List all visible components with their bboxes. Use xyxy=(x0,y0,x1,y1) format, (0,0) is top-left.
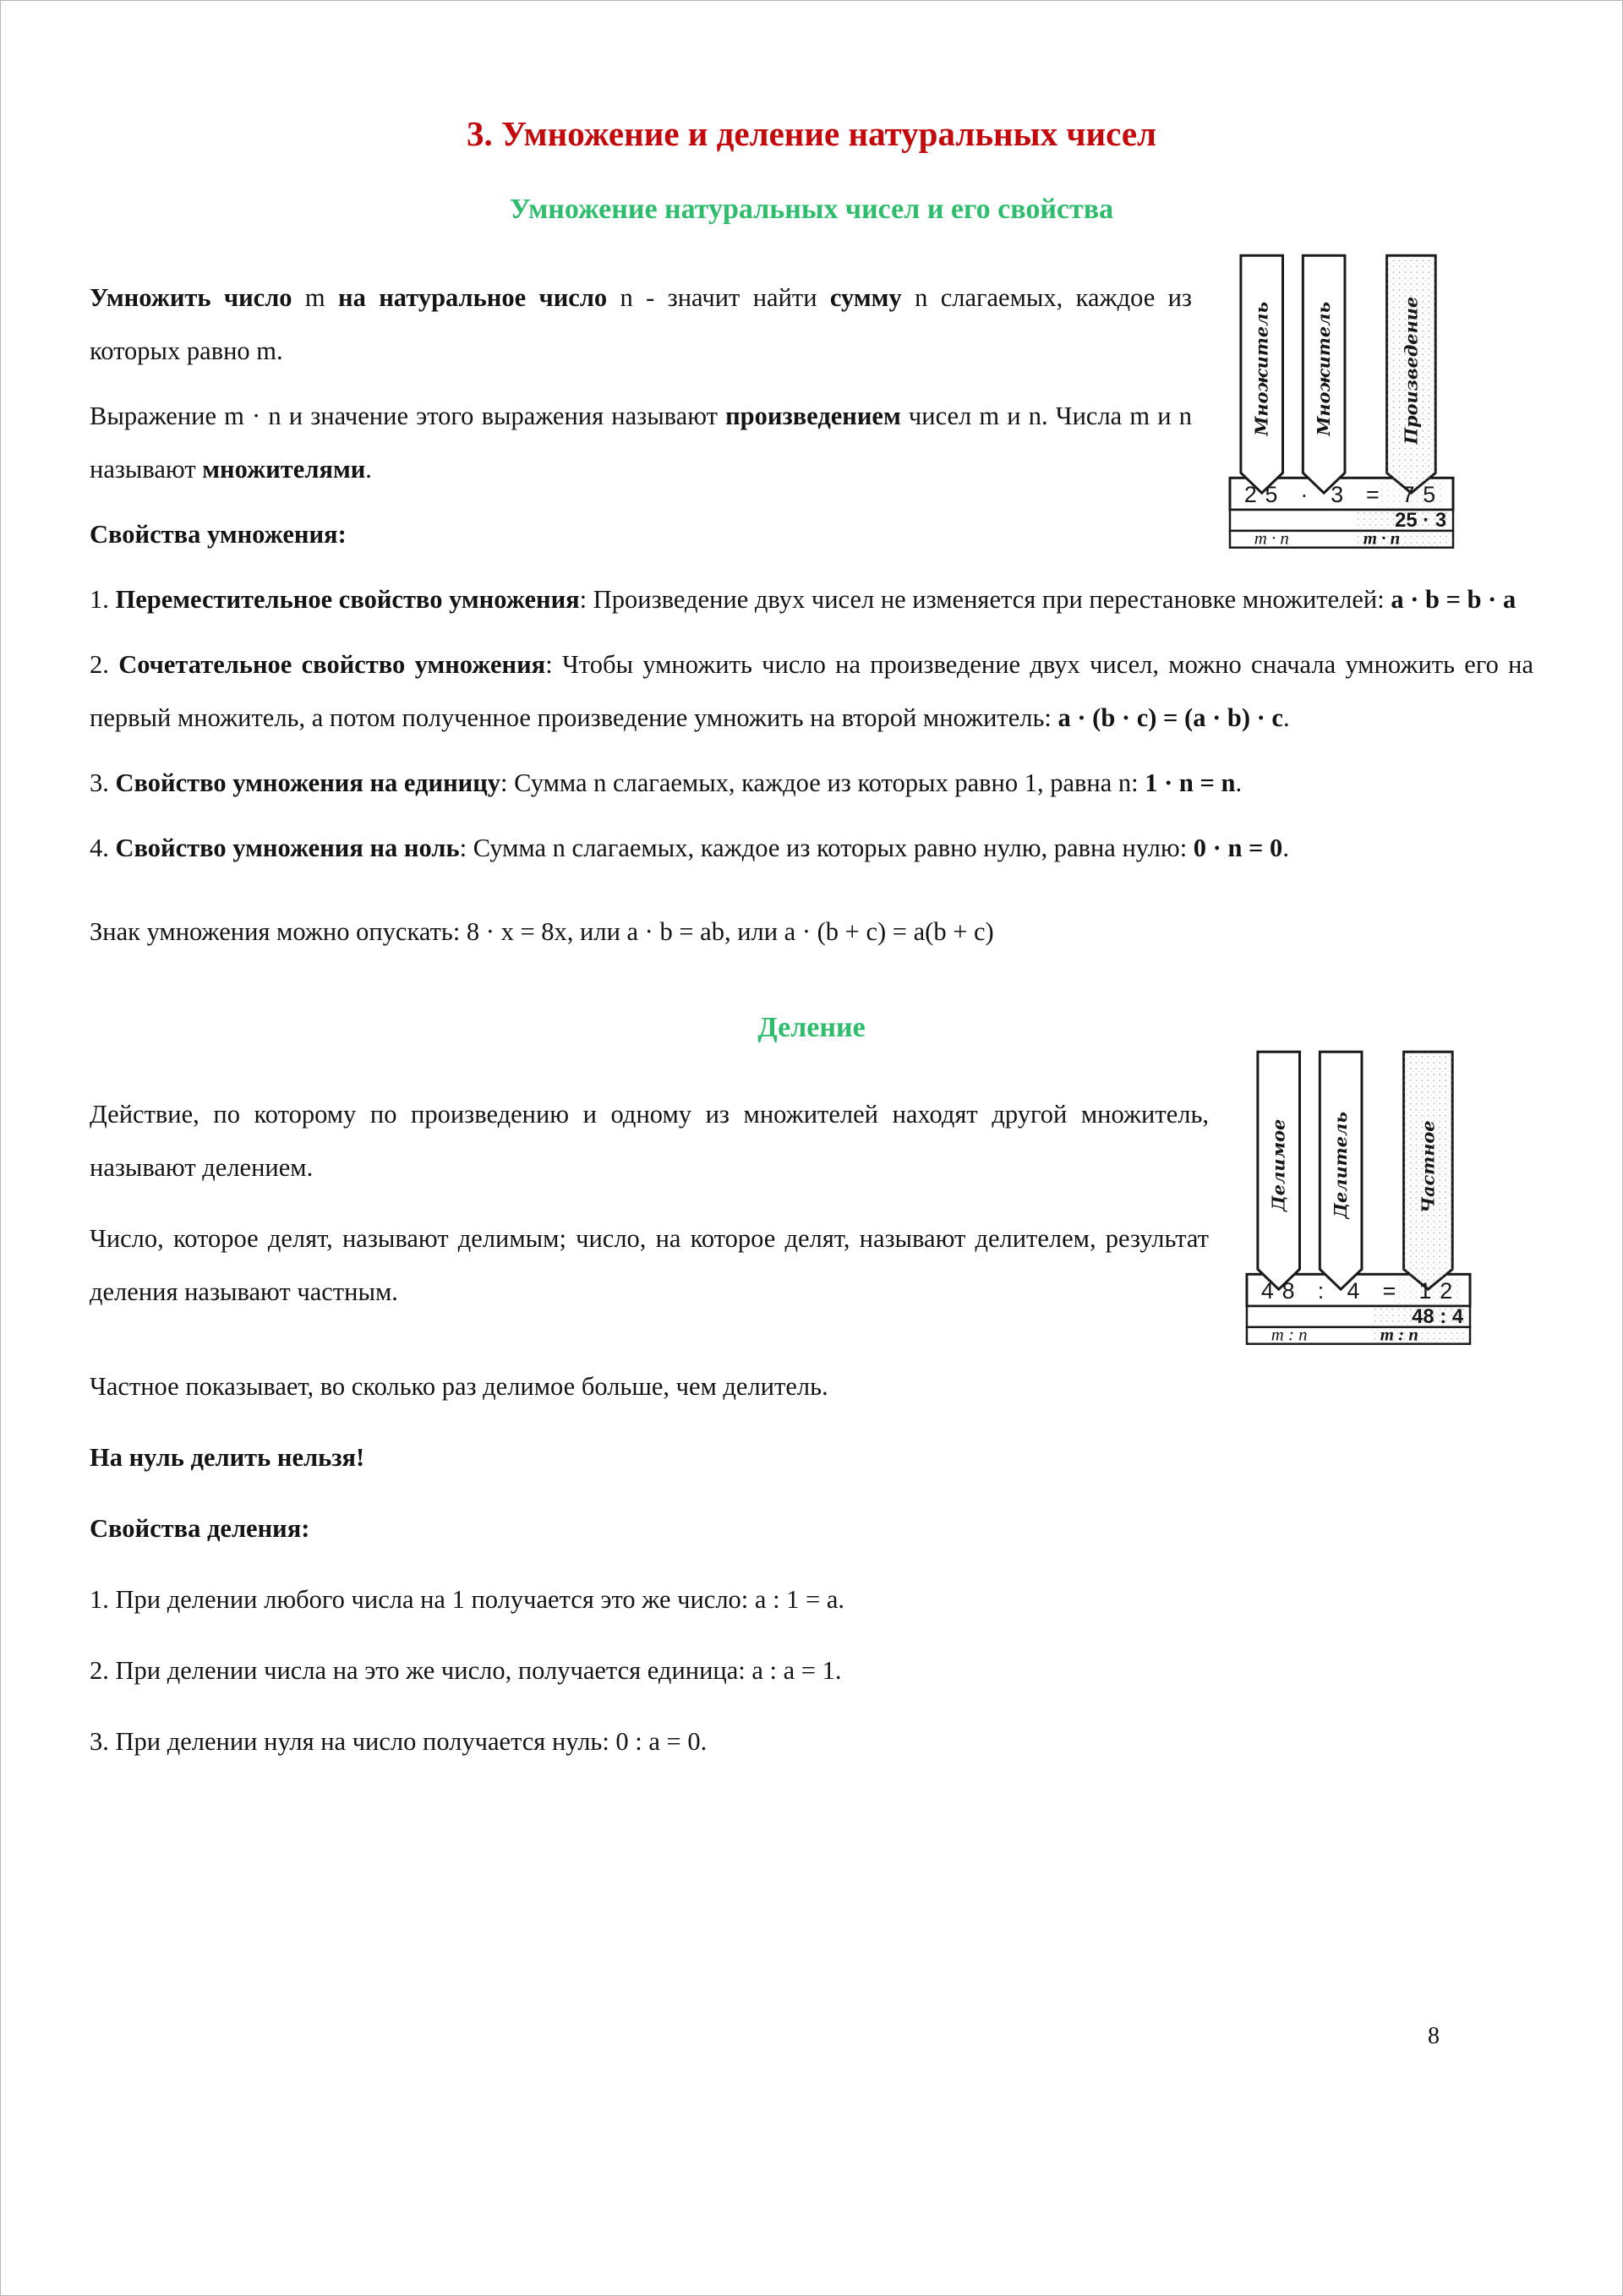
multiplication-sign-note: Знак умножения можно опускать: 8 · x = 8x, или a · b = ab, или a · (b + c) = a(b + c) xyxy=(90,917,994,947)
division-property-1: 1. При делении любого числа на 1 получается это же число: a : 1 = a. xyxy=(90,1585,845,1615)
figure-formula-right: m · n xyxy=(1363,528,1401,549)
banner-label-product: Произведение xyxy=(1400,297,1422,445)
banner-label-multiplier-1: Множитель xyxy=(1250,302,1272,436)
multiplication-property-4: 4. Свойство умножения на ноль: Сумма n слагаемых, каждое из которых равно нулю, равна нулю: 0 · n = 0. xyxy=(90,834,1289,863)
figure-formula-left: m : n xyxy=(1271,1325,1308,1346)
figure-formula-right: m : n xyxy=(1380,1325,1418,1346)
multiplication-property-1: 1. Переместительное свойство умножения: Произведение двух чисел не изменяется при перестановке множителей: a · b = b · a xyxy=(90,585,1516,615)
banner-label-quotient: Частное xyxy=(1417,1120,1439,1214)
multiplication-figure xyxy=(1227,253,1456,549)
multiplication-paragraph-2: Выражение m · n и значение этого выражения называют произведением чисел m и n. Числа m и n называют множителями. xyxy=(90,402,1192,484)
division-figure-svg xyxy=(1244,1049,1473,1345)
multiplication-property-3: 3. Свойство умножения на единицу: Сумма n слагаемых, каждое из которых равно 1, равна n: 1 · n = n. xyxy=(90,768,1243,798)
division-paragraph-3: Частное показывает, во сколько раз делимое больше, чем делитель. xyxy=(90,1372,828,1402)
division-paragraph-2: Число, которое делят, называют делимым; число, на которое делят, называют делителем, результат деления называют частным. xyxy=(90,1224,1209,1307)
figure-equation: 25 · 3 = 75 xyxy=(1243,482,1436,508)
multiplication-paragraph-1: Умножить число m на натуральное число n - значит найти сумму n слагаемых, каждое из которых равно m. xyxy=(90,283,1192,366)
division-figure xyxy=(1244,1049,1473,1345)
banner-label-multiplier-2: Множитель xyxy=(1313,302,1335,436)
multiplication-figure-svg xyxy=(1227,253,1456,549)
figure-formula-left: m · n xyxy=(1254,528,1289,549)
multiplication-section-heading: Умножение натуральных чисел и его свойства xyxy=(509,194,1114,226)
division-section-heading: Деление xyxy=(757,1012,866,1044)
page-title: 3. Умножение и деление натуральных чисел xyxy=(466,114,1157,153)
figure-expression: 25 · 3 xyxy=(1395,509,1447,533)
banner-label-dividend: Делимое xyxy=(1267,1119,1289,1212)
division-no-zero-rule: На нуль делить нельзя! xyxy=(90,1443,365,1473)
page-content xyxy=(90,1,1533,1786)
division-property-2: 2. При делении числа на это же число, получается единица: a : a = 1. xyxy=(90,1656,842,1686)
division-intro-block xyxy=(90,1088,1533,1346)
multiplication-property-2: 2. Сочетательное свойство умножения: Чтобы умножить число на произведение двух чисел, можно сначала умножить его на первый множитель, а потом полученное произведение умножить на второй множитель: a · (b · c) = (a · b) · c. xyxy=(90,650,1534,733)
multiplication-properties-heading: Свойства умножения: xyxy=(90,520,347,549)
figure-expression: 48 : 4 xyxy=(1412,1305,1464,1329)
figure-equation: 48 : 4 = 12 xyxy=(1260,1278,1453,1304)
division-property-3: 3. При делении нуля на число получается нуль: 0 : a = 0. xyxy=(90,1727,708,1757)
division-paragraph-1: Действие, по которому по произведению и одному из множителей находят другой множитель, называют делением. xyxy=(90,1100,1209,1183)
banner-label-divisor: Делитель xyxy=(1330,1112,1352,1219)
division-properties-heading: Свойства деления: xyxy=(90,1514,310,1544)
page-number: 8 xyxy=(1428,2023,1440,2049)
division-section xyxy=(90,1088,1533,1768)
